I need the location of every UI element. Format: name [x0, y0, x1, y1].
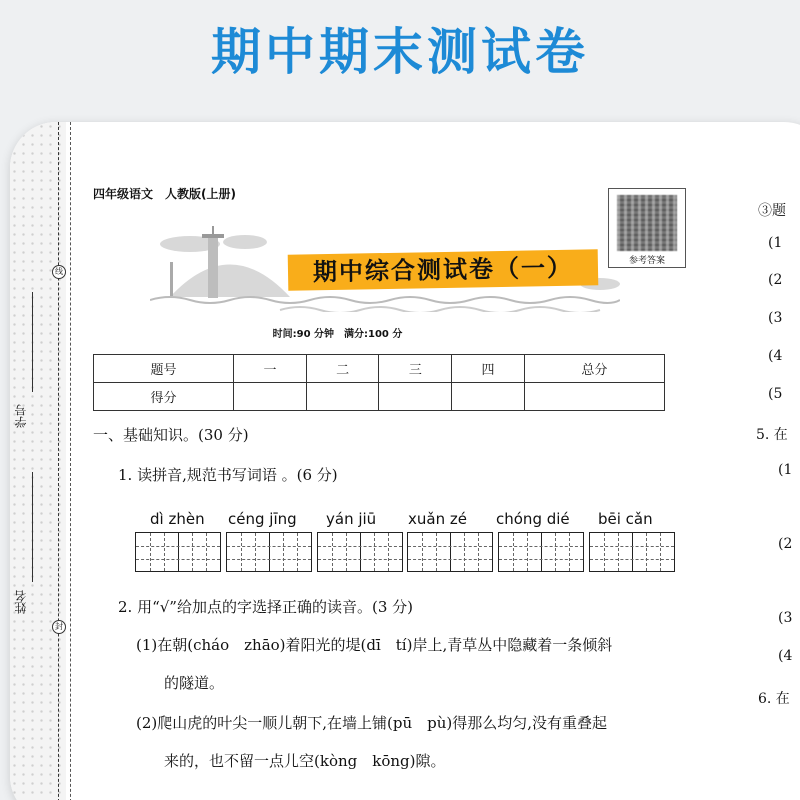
right-col-text: (3	[768, 310, 783, 326]
score-input-cell[interactable]	[306, 383, 379, 411]
right-col-text: (4	[768, 348, 783, 364]
question-2-item-2: (2)爬山虎的叶尖一顺儿朝下,在墙上铺(pū pù)得那么均匀,没有重叠起	[136, 714, 608, 732]
writing-grid-box[interactable]	[498, 532, 584, 572]
question-2: 2. 用“√”给加点的字选择正确的读音。(3 分)	[118, 598, 413, 616]
binding-dashed-line-inner	[70, 122, 71, 800]
right-col-text: (3	[778, 610, 793, 626]
right-col-text: (2	[768, 272, 783, 288]
question-2-item-1-cont: 的隧道。	[164, 674, 225, 692]
pinyin-label: dì zhèn	[150, 510, 205, 528]
writing-grid-box[interactable]	[226, 532, 312, 572]
score-table-header-row	[94, 355, 665, 383]
score-table	[93, 354, 665, 411]
score-table-cell: 题号	[94, 355, 234, 383]
exam-title: 期中综合测试卷（一）	[288, 249, 599, 290]
pinyin-label: yán jiū	[326, 510, 377, 528]
right-col-text: (5	[768, 386, 783, 402]
seal-mark: 线	[52, 265, 66, 279]
name-label: 姓名	[14, 590, 28, 614]
question-2-item-2-cont: 来的，也不留一点儿空(kòng kōng)隙。	[164, 752, 446, 770]
banner-title: 期中期末测试卷	[211, 23, 589, 81]
score-table-cell: 总分	[524, 355, 664, 383]
pinyin-label: céng jīng	[228, 510, 297, 528]
right-col-text: (4	[778, 648, 793, 664]
grade-line: 四年级语文 人教版(上册)	[93, 187, 236, 201]
score-table-cell: 四	[452, 355, 525, 383]
score-table-cell: 一	[234, 355, 307, 383]
question-2-item-1: (1)在朝(cháo zhāo)着阳光的堤(dī tí)岸上,青草丛中隐藏着一条倾斜	[136, 636, 613, 654]
writing-grid-box[interactable]	[317, 532, 403, 572]
score-table-score-row	[94, 383, 665, 411]
right-col-text: 5. 在	[756, 427, 788, 443]
pinyin-label: xuǎn zé	[408, 510, 467, 528]
score-table-cell: 得分	[94, 383, 234, 411]
right-col-text: (1	[778, 462, 793, 478]
pinyin-label: chóng dié	[496, 510, 570, 528]
score-input-cell[interactable]	[524, 383, 664, 411]
binding-dashed-line	[58, 122, 59, 800]
right-col-text: (2	[778, 536, 793, 552]
student-no-label: 学号	[14, 404, 28, 428]
pinyin-label: bēi cǎn	[598, 510, 653, 528]
score-table-cell: 二	[306, 355, 379, 383]
qr-code-image	[617, 195, 677, 251]
qr-code[interactable]	[608, 188, 686, 268]
score-input-cell[interactable]	[234, 383, 307, 411]
seal-mark-2: 封	[52, 620, 66, 634]
exam-paper	[10, 122, 800, 800]
time-line: 时间:90 分钟 满分:100 分	[272, 329, 403, 340]
writing-grid-box[interactable]	[135, 532, 221, 572]
writing-grid-box[interactable]	[589, 532, 675, 572]
right-col-text: 6. 在	[758, 691, 790, 707]
right-col-text: (1	[768, 235, 783, 251]
name-line	[32, 472, 33, 582]
writing-grid-box[interactable]	[407, 532, 493, 572]
score-table-cell: 三	[379, 355, 452, 383]
student-no-line	[32, 292, 33, 392]
score-input-cell[interactable]	[379, 383, 452, 411]
qr-label: 参考答案	[628, 256, 665, 266]
score-input-cell[interactable]	[452, 383, 525, 411]
section-heading: 一、基础知识。(30 分)	[93, 426, 249, 444]
question-1: 1. 读拼音,规范书写词语 。(6 分)	[118, 466, 338, 484]
right-col-text: ③题	[758, 203, 786, 219]
